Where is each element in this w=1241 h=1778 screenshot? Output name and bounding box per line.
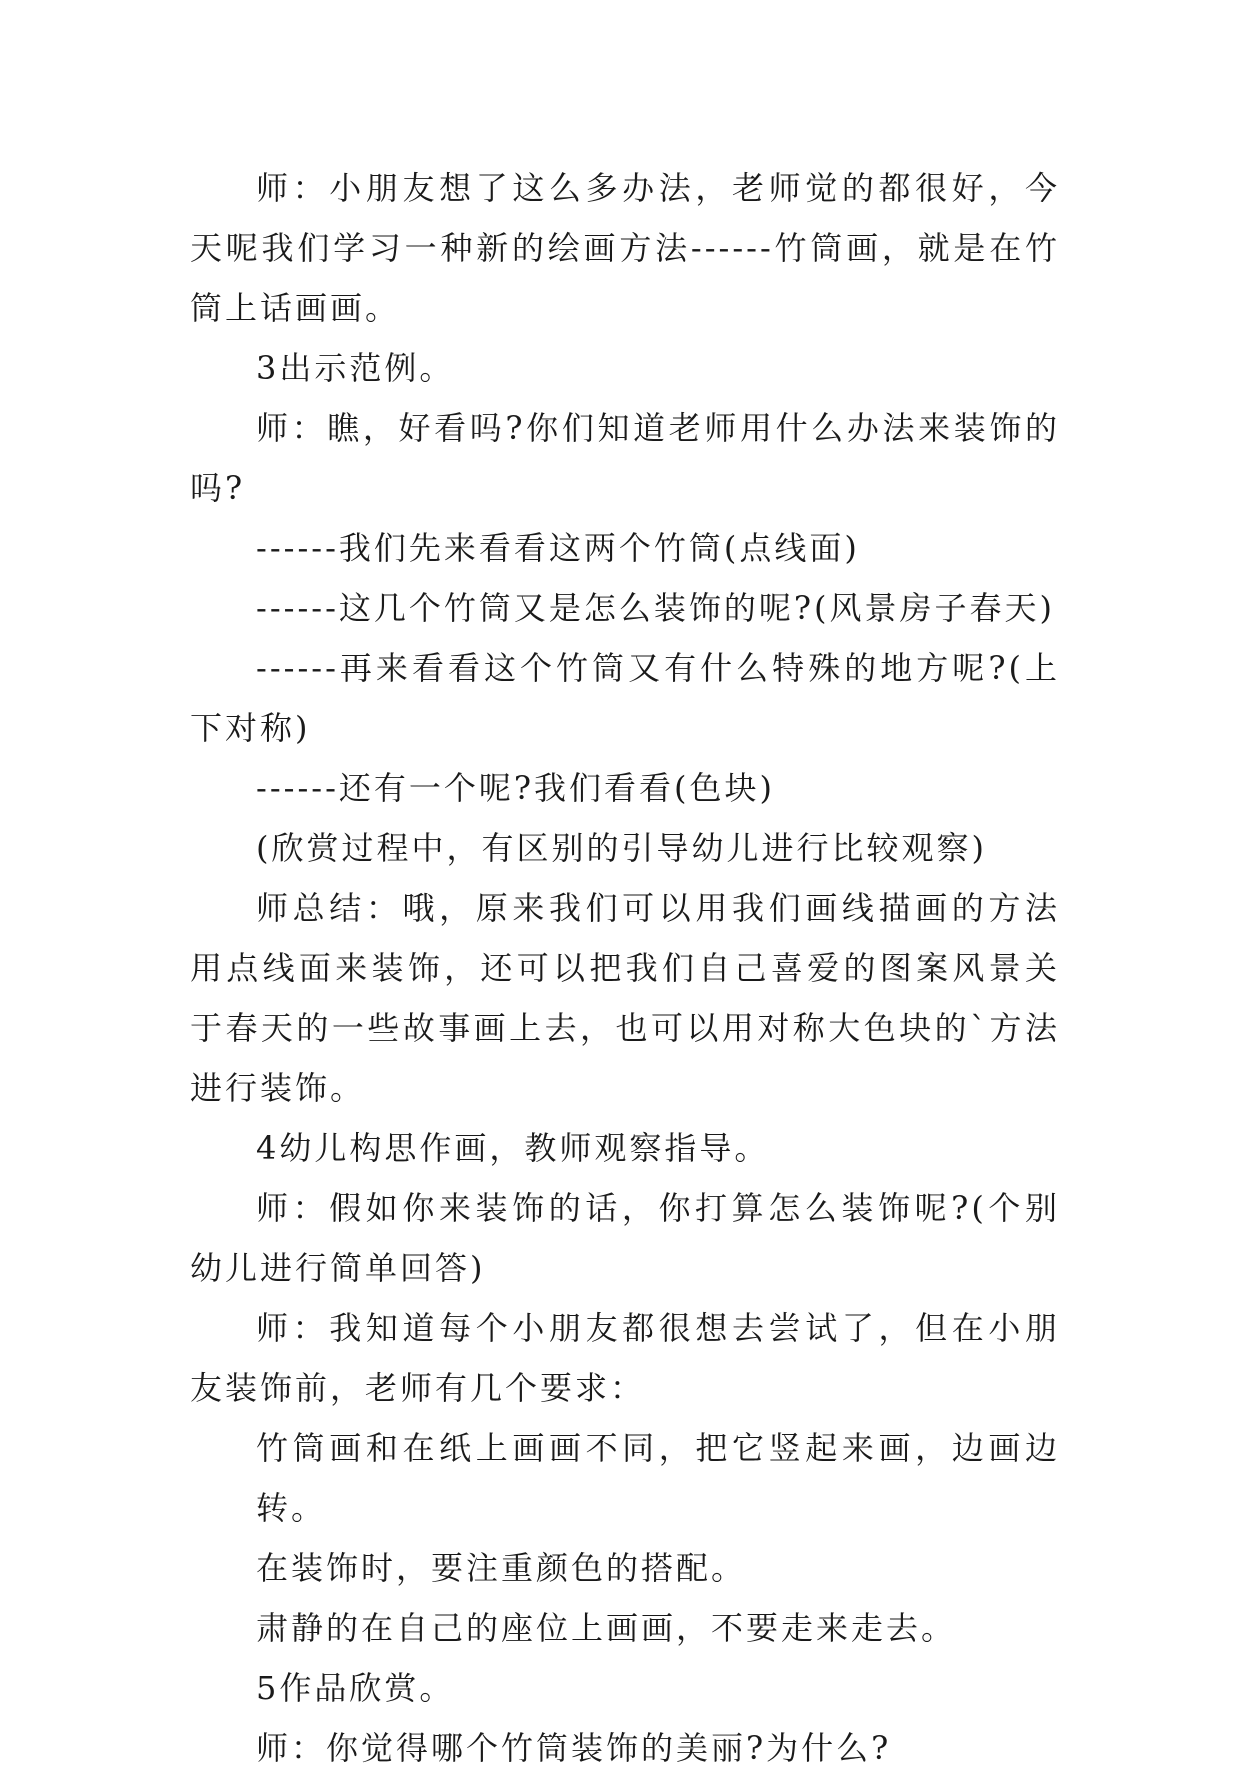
paragraph-requirement-3: 肃静的在自己的座位上画画，不要走来走去。	[256, 1609, 957, 1647]
paragraph-step-3: 3出示范例。	[256, 349, 455, 387]
paragraph-appreciation-note: (欣赏过程中，有区别的引导幼儿进行比较观察)	[256, 829, 987, 867]
paragraph-how-to-decorate: 师：假如你来装饰的话，你打算怎么装饰呢?(个别幼儿进行简单回答)	[190, 1189, 1060, 1287]
paragraph-symmetry: ------再来看看这个竹筒又有什么特殊的地方呢?(上下对称)	[190, 649, 1060, 747]
paragraph-step-4: 4幼儿构思作画，教师观察指导。	[256, 1129, 770, 1167]
paragraph-requirement-2: 在装饰时，要注重颜色的搭配。	[256, 1549, 747, 1587]
paragraph-teacher-question: 师：瞧，好看吗?你们知道老师用什么办法来装饰的吗?	[190, 409, 1060, 507]
document-body	[190, 158, 1060, 1778]
paragraph-teacher-summary: 师总结：哦，原来我们可以用我们画线描画的方法用点线面来装饰，还可以把我们自己喜爱的图案风景关于春天的一些故事画上去，也可以用对称大色块的`方法进行装饰。	[190, 889, 1060, 1107]
paragraph-final-question: 师：你觉得哪个竹筒装饰的美丽?为什么?	[256, 1729, 892, 1767]
paragraph-intro: 师：小朋友想了这么多办法，老师觉的都很好，今天呢我们学习一种新的绘画方法------竹筒画，就是在竹筒上话画画。	[190, 169, 1060, 327]
paragraph-step-5: 5作品欣赏。	[256, 1669, 455, 1707]
paragraph-color-block: ------还有一个呢?我们看看(色块)	[256, 769, 776, 807]
paragraph-scenery: ------这几个竹筒又是怎么装饰的呢?(风景房子春天)	[256, 589, 1056, 627]
paragraph-requirements-intro: 师：我知道每个小朋友都很想去尝试了，但在小朋友装饰前，老师有几个要求：	[190, 1309, 1060, 1407]
paragraph-point-line-plane: ------我们先来看看这两个竹筒(点线面)	[256, 529, 860, 567]
paragraph-requirement-1: 竹筒画和在纸上画画不同，把它竖起来画，边画边转。	[256, 1429, 1060, 1527]
